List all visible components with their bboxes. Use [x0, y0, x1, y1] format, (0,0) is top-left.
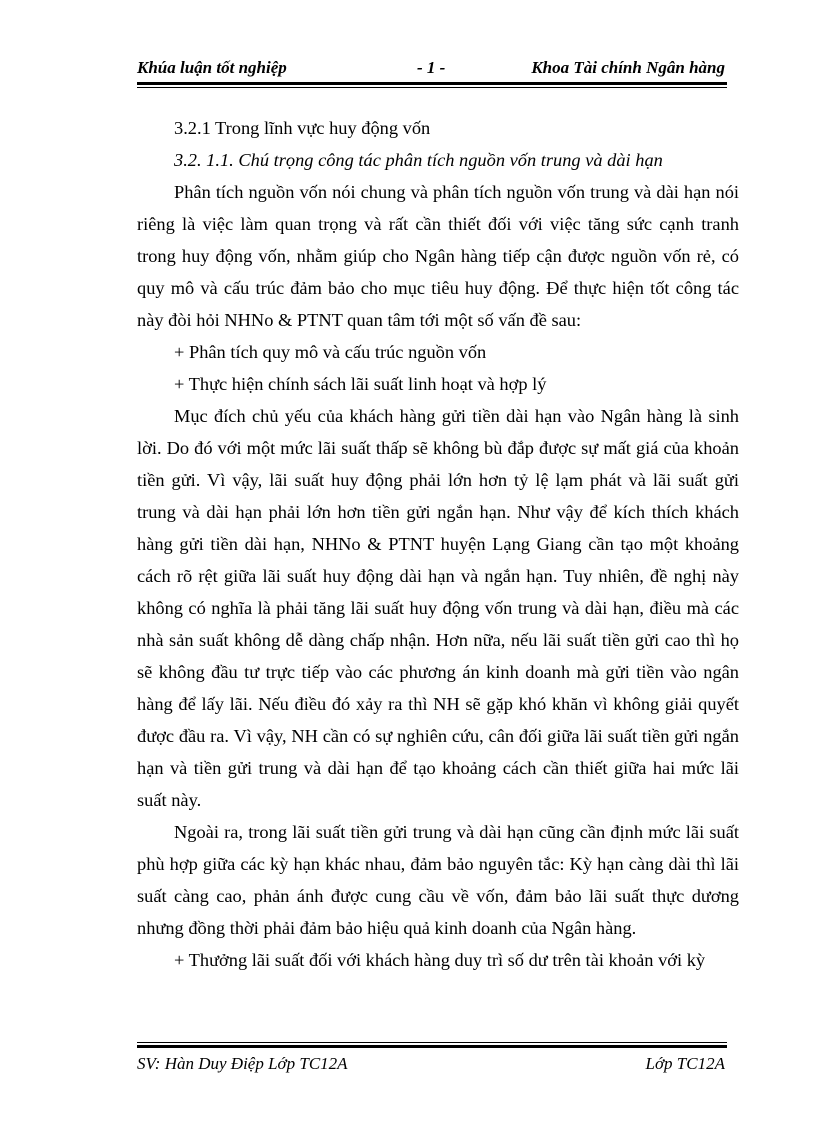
page-header [137, 58, 727, 80]
paragraph-4: + Thưởng lãi suất đối với khách hàng duy trì số dư trên tài khoản với kỳ [174, 950, 706, 970]
subsection-heading: 3.2. 1.1. Chú trọng công tác phân tích nguồn vốn trung và dài hạn [174, 150, 663, 170]
footer-class: Lớp TC12A [645, 1054, 725, 1073]
paragraph-2: Mục đích chủ yếu của khách hàng gửi tiền dài hạn vào Ngân hàng là sinh lời. Do đó với một mức lãi suất thấp sẽ không bù đắp được sự mất giá của khoản tiền gửi. Vì vậy, lãi suất huy động phải lớn hơn tỷ lệ lạm phát và lãi suất gửi trung và dài hạn phải lớn hơn tiền gửi ngắn hạn. Như vậy để kích thích khách hàng gửi tiền dài hạn, NHNo & PTNT huyện Lạng Giang cần tạo một khoảng cách rõ rệt giữa lãi suất huy động dài hạn và ngắn hạn. Tuy nhiên, đề nghị này không có nghĩa là phải tăng lãi suất huy động vốn trung và dài hạn, điều mà các nhà sản suất không dễ dàng chấp nhận. Hơn nữa, nếu lãi suất tiền gửi cao thì họ sẽ không đầu tư trực tiếp vào các phương án kinh doanh mà gửi tiền vào ngân hàng để lấy lãi. Nếu điều đó xảy ra thì NH sẽ gặp khó khăn vì không giải quyết được đầu ra. Vì vậy, NH cần có sự nghiên cứu, cân đối giữa lãi suất tiền gửi ngắn hạn và tiền gửi trung và dài hạn để tạo khoảng cách cần thiết giữa hai mức lãi suất này. [137, 406, 739, 810]
paragraph-1: Phân tích nguồn vốn nói chung và phân tích nguồn vốn trung và dài hạn nói riêng là việc làm quan trọng và rất cần thiết đối với việc tăng sức cạnh tranh trong huy động vốn, nhằm giúp cho Ngân hàng tiếp cận được nguồn vốn rẻ, có quy mô và cấu trúc đảm bảo cho mục tiêu huy động. Để thực hiện tốt công tác này đòi hỏi NHNo & PTNT quan tâm tới một số vấn đề sau: [137, 182, 739, 330]
header-thesis-title: Khúa luận tốt nghiệp [137, 58, 287, 77]
footer-rule-thick [137, 1045, 727, 1048]
footer-student: SV: Hàn Duy Điệp Lớp TC12A [137, 1054, 348, 1073]
paragraph-3: Ngoài ra, trong lãi suất tiền gửi trung và dài hạn cũng cần định mức lãi suất phù hợp giữa các kỳ hạn khác nhau, đảm bảo nguyên tắc: Kỳ hạn càng dài thì lãi suất càng cao, phản ánh được cung cầu về vốn, đảm bảo lãi suất thực dương nhưng đồng thời phải đảm bảo hiệu quả kinh doanh của Ngân hàng. [137, 822, 739, 938]
bullet-item-2: + Thực hiện chính sách lãi suất linh hoạt và hợp lý [174, 374, 547, 394]
header-page-number: - 1 - [417, 58, 446, 77]
header-rule-thin [137, 87, 727, 88]
header-faculty: Khoa Tài chính Ngân hàng [531, 58, 725, 77]
page-body [137, 112, 739, 976]
section-heading: 3.2.1 Trong lĩnh vực huy động vốn [174, 118, 431, 138]
bullet-item-1: + Phân tích quy mô và cấu trúc nguồn vốn [174, 342, 487, 362]
page-footer [137, 1054, 727, 1076]
footer-rule-thin [137, 1042, 727, 1043]
header-rule-thick [137, 82, 727, 85]
